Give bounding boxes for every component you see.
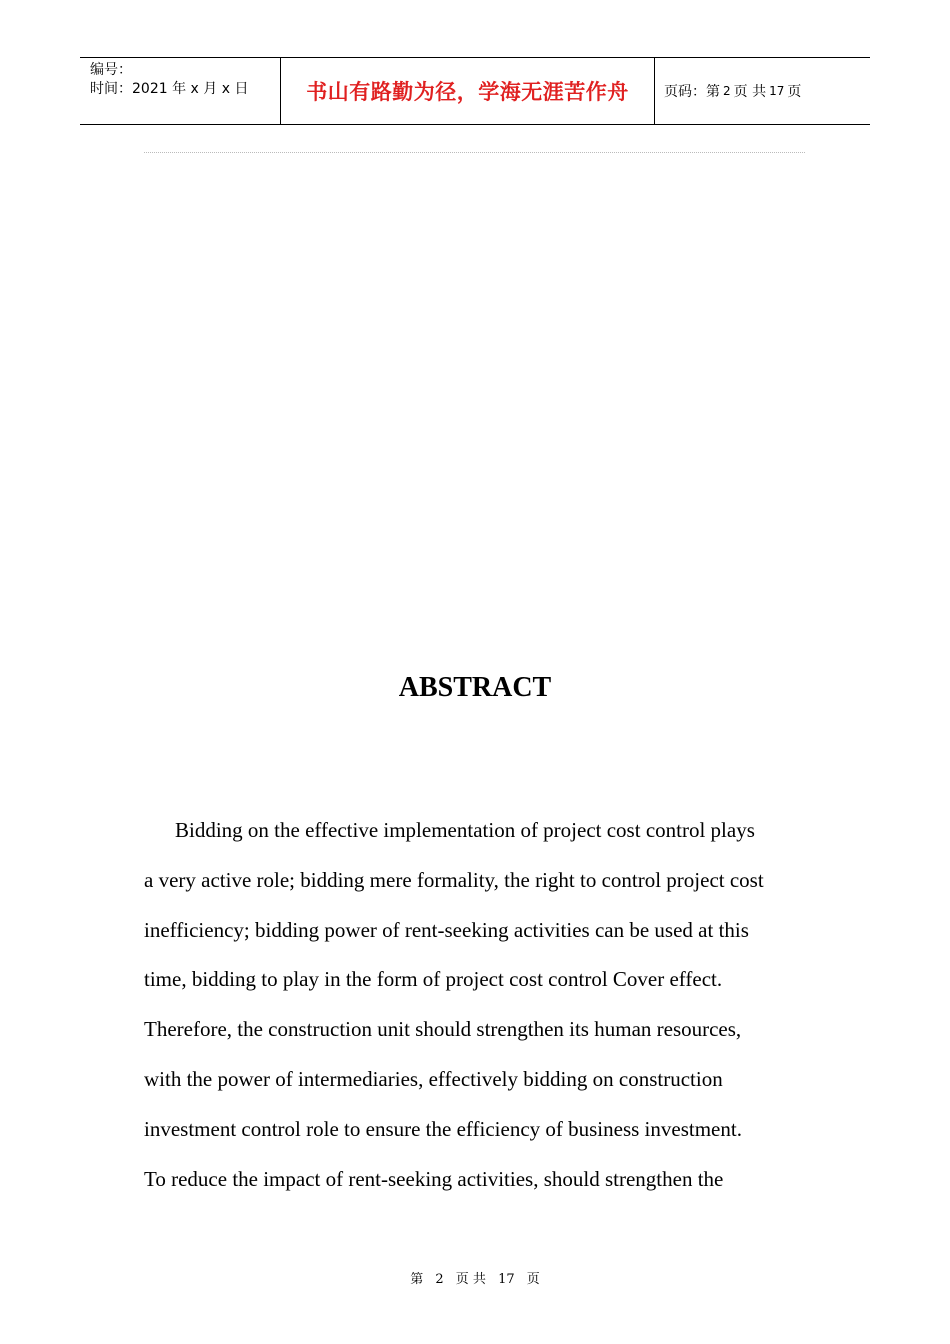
abstract-line: To reduce the impact of rent-seeking activities, should strengthen the (144, 1166, 724, 1191)
header-page-total: 17 (769, 84, 785, 98)
serial-label: 编号： (90, 62, 132, 78)
header-meta-cell (80, 58, 281, 124)
abstract-line: Therefore, the construction unit should strengthen its human resources, (144, 1017, 742, 1042)
abstract-body (144, 806, 810, 1204)
footer-total: 17 (498, 1272, 515, 1287)
page-footer (0, 1268, 950, 1287)
header-divider (144, 152, 805, 153)
abstract-line: Bidding on the effective implementation of project cost control plays (175, 818, 755, 842)
header-motto: 书山有路勤为径，学海无涯苦作舟 (306, 79, 629, 104)
document-header (80, 57, 870, 125)
abstract-line: a very active role; bidding mere formality, the right to control project cost (144, 867, 764, 892)
footer-prefix: 第 (410, 1272, 424, 1287)
abstract-title: ABSTRACT (398, 672, 552, 703)
abstract-line: inefficiency; bidding power of rent-seeking activities can be used at this (144, 917, 749, 942)
time-label: 时间：2021 年 x 月 x 日 (90, 81, 249, 97)
footer-mid: 页 共 (455, 1272, 486, 1287)
header-page-current: 2 (723, 84, 731, 98)
header-page-prefix: 页码：第 (664, 84, 720, 100)
footer-suffix: 页 (526, 1272, 540, 1287)
abstract-line: time, bidding to play in the form of project cost control Cover effect. (144, 967, 723, 992)
header-page-cell (655, 58, 870, 124)
header-page-suffix: 页 (787, 84, 802, 100)
footer-current: 2 (435, 1272, 444, 1287)
header-motto-cell (281, 58, 655, 124)
abstract-line: with the power of intermediaries, effectively bidding on construction (144, 1066, 723, 1091)
abstract-line: investment control role to ensure the efficiency of business investment. (144, 1116, 742, 1141)
header-page-mid: 页 共 (733, 84, 767, 100)
